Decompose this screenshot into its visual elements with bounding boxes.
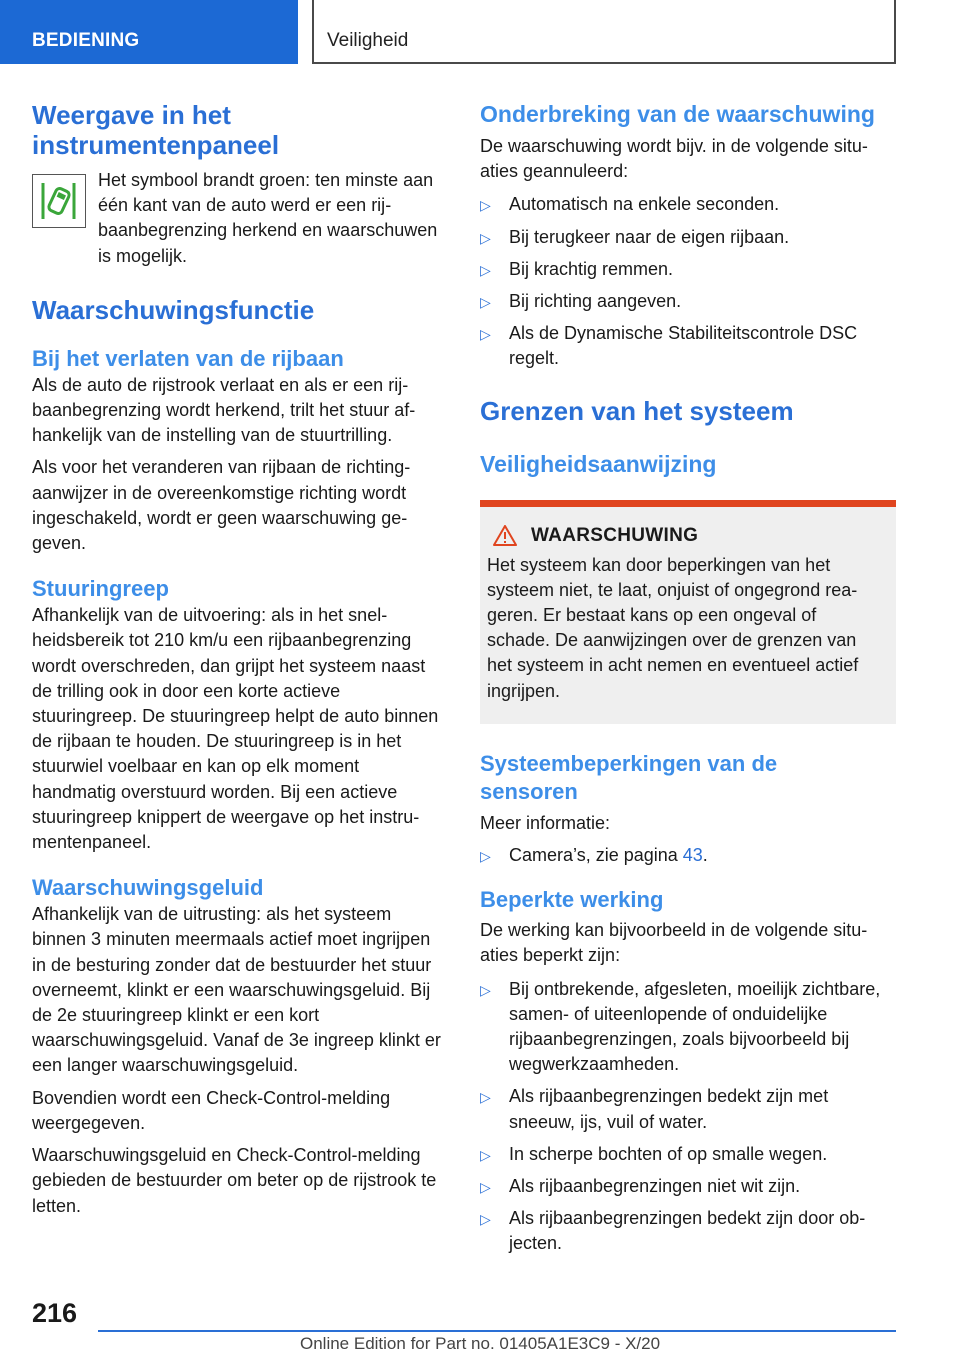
heading-stuuringreep: Stuuringreep	[32, 576, 169, 602]
heading-waarschuwingsgeluid: Waarschuwingsgeluid	[32, 875, 264, 901]
page-link-43[interactable]: 43	[682, 845, 703, 866]
section-tab: BEDIENING	[0, 0, 298, 64]
warning-triangle-icon	[493, 525, 517, 546]
heading-sensoren: Systeembeperkingen van de sensoren	[480, 750, 778, 804]
paragraph-beperkt: De werking kan bijvoorbeeld in de volgende situaties beperkt zijn:	[480, 920, 868, 966]
list-onderbreking	[480, 192, 896, 371]
bullet-icon: ▷	[480, 1179, 491, 1196]
bullet-icon: ▷	[480, 981, 491, 998]
paragraph-stuuringreep: Afhankelijk van de uitvoering: als in het snelheidsbereik tot 210 km/u een rijbaanbegrenzing wordt overschreden, dan grijpt het systeem naast de trilling ook in door een korte actieve stuuringreep. De stuuringreep helpt de auto binnen de rijbaan te houden. De stuuringreep is in het stuurwiel voelbaar en kan op elk moment handmatig overstuurd worden. Bij een actieve stuuringreep knippert de weergave op het instrumentenpaneel.	[32, 605, 439, 853]
list-item: ▷ Als rijbaanbegrenzingen niet wit zijn.	[480, 1174, 896, 1199]
list-item: ▷ Als rijbaanbegrenzingen bedekt zijn met sneeuw, ijs, vuil of water.	[480, 1086, 829, 1132]
list-item: ▷ Bij krachtig remmen.	[480, 257, 896, 282]
lane-departure-icon	[32, 174, 86, 228]
bullet-icon: ▷	[480, 197, 491, 214]
heading-grenzen: Grenzen van het systeem	[480, 395, 794, 426]
left-column	[32, 100, 447, 1219]
bullet-icon: ▷	[480, 326, 491, 343]
paragraph-verlaten-1: Als de auto de rijstrook verlaat en als er een rijbaanbegrenzing wordt herkend, trilt het stuur afhankelijk van de instelling van de stuurtrilling.	[32, 374, 416, 446]
warning-title: WAARSCHUWING	[531, 524, 699, 546]
bullet-icon: ▷	[480, 294, 491, 311]
paragraph-sensoren: Meer informatie:	[480, 812, 611, 833]
heading-verlaten: Bij het verlaten van de rijbaan	[32, 345, 344, 371]
paragraph-geluid-2: Bovendien wordt een Check-Control-melding weergegeven.	[32, 1087, 391, 1133]
bullet-icon: ▷	[480, 848, 491, 865]
heading-weergave: Weergave in het instrumentenpaneel	[32, 100, 280, 160]
bullet-icon: ▷	[480, 229, 491, 246]
list-sensoren	[480, 843, 896, 868]
chapter-title: Veiligheid	[312, 0, 896, 64]
paragraph-geluid-3: Waarschuwingsgeluid en Check-Control-melding gebieden de bestuurder om beter op de rijstrook te letten.	[32, 1145, 437, 1216]
right-column	[480, 100, 896, 1264]
list-item: ▷ In scherpe bochten of op smalle wegen.	[480, 1142, 896, 1167]
list-beperkt	[480, 977, 896, 1257]
list-item: ▷ Als rijbaanbegrenzingen bedekt zijn door objecten.	[480, 1208, 866, 1254]
footer-edition: Online Edition for Part no. 01405A1E3C9 - X/20	[300, 1334, 661, 1353]
list-item: ▷ Bij ontbrekende, afgesleten, moeilijk zichtbare, samen- of uiteenlopende of onduidelijke rijbaanbegrenzingen, zoals bijvoorbeeld bij wegwerkzaamheden.	[480, 978, 881, 1075]
list-item: ▷ Camera’s, zie pagina 43.	[480, 843, 896, 868]
warning-text: Het systeem kan door beperkingen van het systeem niet, te laat, onjuist of ongegrond reageren. Er bestaat kans op een ongeval of schade. De aanwijzingen over de grenzen van het systeem in acht nemen en eventueel actief ingrijpen.	[487, 554, 859, 701]
list-item: ▷ Bij terugkeer naar de eigen rijbaan.	[480, 225, 896, 250]
bullet-icon: ▷	[480, 1146, 491, 1163]
warning-header	[487, 525, 882, 547]
heading-onderbreking: Onderbreking van de waarschuwing	[480, 101, 875, 127]
warning-box	[480, 500, 896, 724]
bullet-icon: ▷	[480, 1089, 491, 1106]
bullet-icon: ▷	[480, 1211, 491, 1228]
paragraph-verlaten-2: Als voor het veranderen van rijbaan de richtingaanwijzer in de overeenkomstige richting wordt ingeschakeld, wordt er geen waarschuwing gegeven.	[32, 457, 411, 554]
list-item: ▷ Als de Dynamische Stabiliteitscontrole DSC regelt.	[480, 323, 858, 369]
footer-divider	[98, 1330, 896, 1332]
list-item: ▷ Automatisch na enkele seconden.	[480, 192, 896, 217]
bullet-icon: ▷	[480, 261, 491, 278]
symbol-text: Het symbool brandt groen: ten minste aan één kant van de auto werd er een rijbaanbegrenzing herkend en waarschuwen is mogelijk.	[98, 170, 438, 266]
page-number: 216	[32, 1298, 78, 1328]
paragraph-onderbreking: De waarschuwing wordt bijv. in de volgende situaties geannuleerd:	[480, 136, 868, 182]
heading-beperkt: Beperkte werking	[480, 887, 664, 913]
list-item: ▷ Bij richting aangeven.	[480, 289, 896, 314]
heading-veiligheidsaanwijzing: Veiligheidsaanwijzing	[480, 450, 717, 477]
heading-waarschuwingsfunctie: Waarschuwingsfunctie	[32, 294, 315, 325]
paragraph-geluid-1: Afhankelijk van de uitrusting: als het systeem binnen 3 minuten meermaals actief moet ingrijpen in de besturing zonder dat de bestuurder het stuur overneemt, klinkt er een waarschuwingsgeluid. Bij de 2e stuuringreep klinkt er een kort waarschuwingsgeluid. Vanaf de 3e ingreep klinkt er een langer waarschuwingsgeluid.	[32, 904, 441, 1076]
symbol-paragraph	[32, 170, 447, 269]
